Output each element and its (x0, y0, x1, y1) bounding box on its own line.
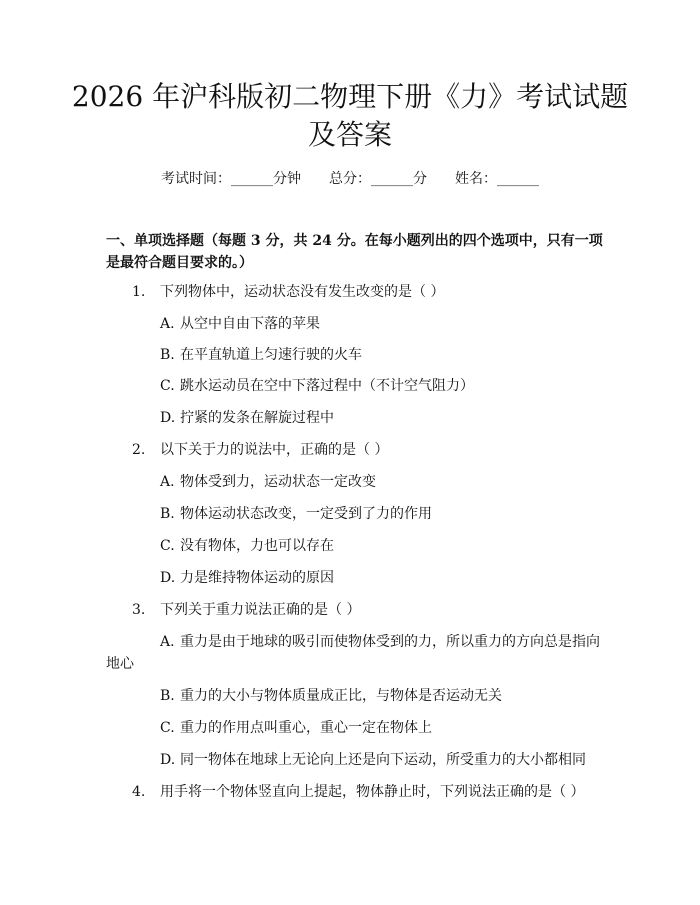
option-2c: C. 没有物体，力也可以存在 (160, 538, 334, 554)
option-3a-continuation: 地心 (106, 656, 134, 672)
student-name: 姓名：______ (455, 171, 539, 187)
option-1b: B. 在平直轨道上匀速行驶的火车 (160, 347, 362, 363)
question-text: 用手将一个物体竖直向上提起，物体静止时，下列说法正确的是（ ） (160, 784, 585, 800)
question-number: 4. (132, 784, 146, 800)
question-text: 下列物体中，运动状态没有发生改变的是（ ） (160, 284, 445, 300)
question-text: 下列关于重力说法正确的是（ ） (160, 602, 361, 618)
question-number: 3. (132, 602, 146, 618)
option-1d: D. 拧紧的发条在解旋过程中 (160, 410, 334, 426)
question-text: 以下关于力的说法中，正确的是（ ） (160, 442, 389, 458)
title-line-2: 及答案 (307, 118, 392, 151)
option-2a: A. 物体受到力，运动状态一定改变 (160, 474, 376, 490)
question-1 (132, 282, 444, 302)
question-4 (132, 782, 584, 802)
document-title (40, 78, 660, 154)
section-heading: 一、单项选择题（每题 3 分，共 24 分。在每小题列出的四个选项中，只有一项是最符合题目要求的。） (106, 233, 603, 271)
exam-time: 考试时间：______分钟 (161, 171, 301, 187)
option-3c: C. 重力的作用点叫重心，重心一定在物体上 (160, 720, 432, 736)
option-3a: A. 重力是由于地球的吸引而使物体受到的力，所以重力的方向总是指向 (160, 634, 600, 650)
option-3b: B. 重力的大小与物体质量成正比，与物体是否运动无关 (160, 688, 502, 704)
question-number: 2. (132, 442, 146, 458)
option-3d: D. 同一物体在地球上无论向上还是向下运动，所受重力的大小都相同 (160, 752, 586, 768)
option-1c: C. 跳水运动员在空中下落过程中（不计空气阻力） (160, 378, 474, 394)
option-2d: D. 力是维持物体运动的原因 (160, 570, 334, 586)
question-3 (132, 600, 360, 620)
exam-meta (0, 168, 700, 188)
title-line-1: 2026 年沪科版初二物理下册《力》考试试题 (71, 80, 629, 113)
exam-score: 总分：______分 (329, 171, 427, 187)
question-2 (132, 440, 388, 460)
option-2b: B. 物体运动状态改变，一定受到了力的作用 (160, 506, 432, 522)
option-1a: A. 从空中自由下落的苹果 (160, 316, 320, 332)
question-number: 1. (132, 284, 146, 300)
